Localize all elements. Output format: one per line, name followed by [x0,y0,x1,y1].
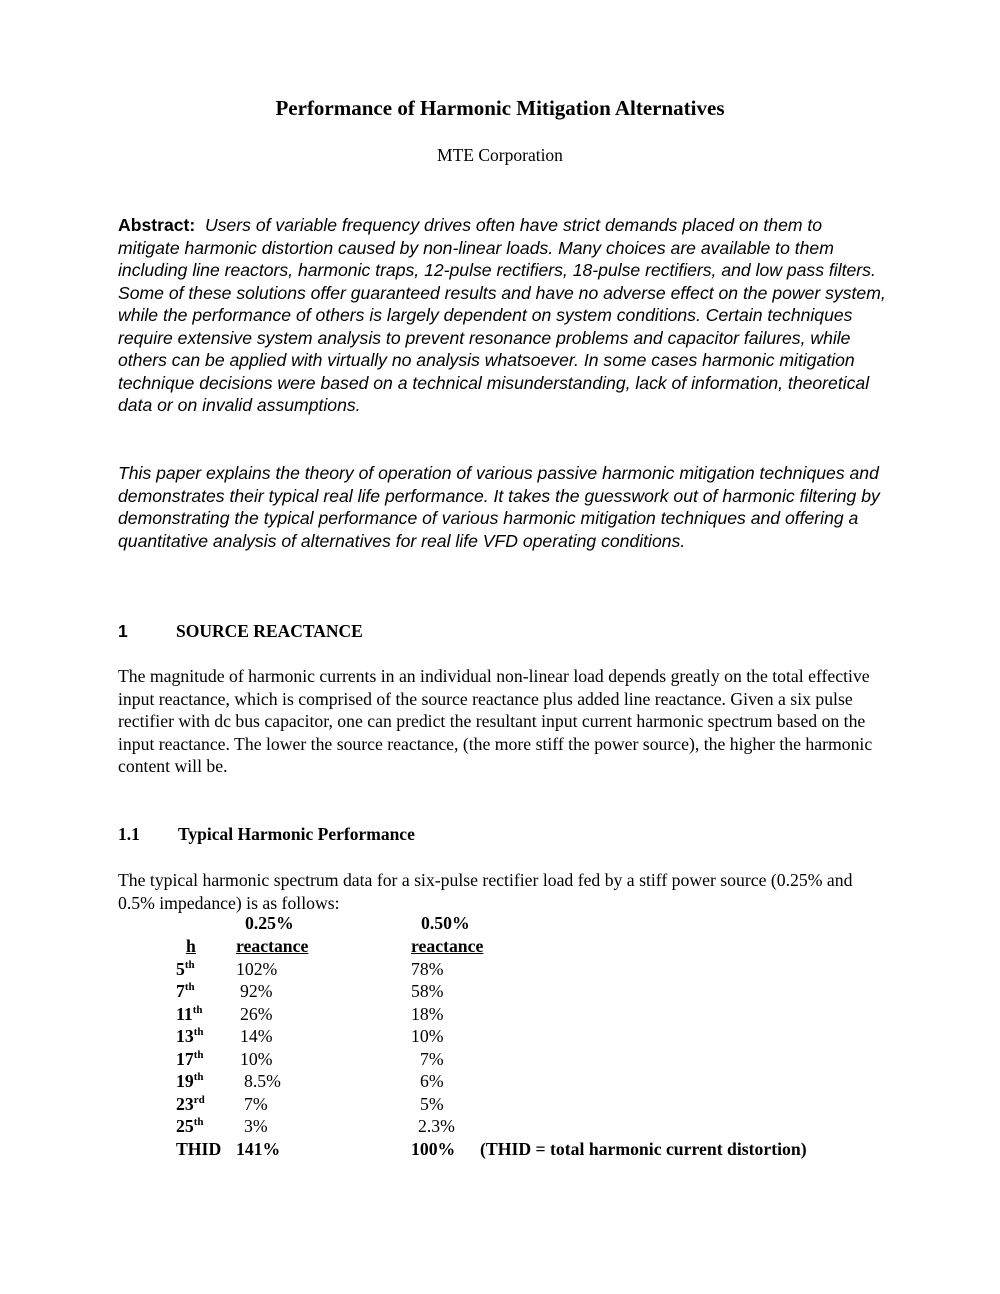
thid-value-025: 141% [236,1139,281,1159]
section-1-heading [118,621,363,642]
thid-value-050: 100% [411,1139,456,1159]
harmonic-order: 13th [176,1026,204,1046]
section-1-1-number: 1.1 [118,824,140,844]
section-1-1-title: Typical Harmonic Performance [178,824,415,844]
section-1-number: 1 [118,621,128,641]
value-025: 3% [244,1116,268,1136]
section-1-paragraph: The magnitude of harmonic currents in an individual non-linear load depends greatly on the total effective input reactance, which is comprised of the source reactance plus added line reactance. Given a six pulse rectifier with dc bus capacitor, one can predict the resultant input current harmonic spectrum based on the input reactance. The lower the source reactance, (the more stiff the power source), the higher the harmonic content will be. [118,666,873,777]
document-title: Performance of Harmonic Mitigation Alternatives [275,96,725,120]
value-050: 58% [411,981,444,1001]
col2-header: reactance [411,936,484,956]
harmonic-order: 25th [176,1116,204,1136]
value-050: 10% [411,1026,444,1046]
value-050: 7% [420,1049,444,1069]
value-025: 8.5% [244,1071,281,1091]
abstract-label: Abstract: [118,215,196,235]
value-025: 26% [240,1004,273,1024]
value-050: 2.3% [418,1116,455,1136]
col1-header: reactance [236,936,309,956]
thid-label: THID [176,1139,222,1159]
section-1-1-heading [118,824,415,845]
h-header: h [186,936,196,956]
harmonic-order: 7th [176,981,195,1001]
value-025: 7% [244,1094,268,1114]
section-1-1-paragraph: The typical harmonic spectrum data for a six-pulse rectifier load fed by a stiff power source (0.25% and 0.5% impedance) is as follows: [118,870,853,913]
value-050: 6% [420,1071,444,1091]
harmonic-order: 17th [176,1049,204,1069]
section-1-title: SOURCE REACTANCE [176,621,363,641]
abstract-paragraph-1 [118,214,888,417]
harmonic-order: 11th [176,1004,203,1024]
abstract-paragraph-2: This paper explains the theory of operation of various passive harmonic mitigation techniques and demonstrates their typical real life performance. It takes the guesswork out of harmonic filtering by demonstrating the typical performance of various harmonic mitigation techniques and offering a quantitative analysis of alternatives for real life VFD operating conditions. [118,463,880,551]
value-025: 10% [240,1049,273,1069]
value-025: 14% [240,1026,273,1046]
harmonic-order: 5th [176,959,195,979]
value-050: 5% [420,1094,444,1114]
col2-header-top: 0.50% [421,913,470,933]
abstract-text-1: Users of variable frequency drives often have strict demands placed on them to mitigate harmonic distortion caused by non-linear loads. Many choices are available to them including line reactors, harmonic traps, 12-pulse rectifiers, 18-pulse rectifiers, and low pass filters. Some of these solutions offer guaranteed results and have no adverse effect on the power system, while the performance of others is largely dependent on system conditions. Certain techniques require extensive system analysis to prevent resonance problems and capacitor failures, while others can be applied with virtually no analysis whatsoever. In some cases harmonic mitigation technique decisions were based on a technical misunderstanding, lack of information, theoretical data or on invalid assumptions. [118,215,886,415]
document-author: MTE Corporation [437,145,563,165]
value-025: 102% [236,959,278,979]
thid-note: (THID = total harmonic current distortion) [480,1139,807,1159]
value-050: 18% [411,1004,444,1024]
col1-header-top: 0.25% [245,913,294,933]
value-025: 92% [240,981,273,1001]
harmonic-order: 23rd [176,1094,205,1114]
value-050: 78% [411,959,444,979]
harmonic-order: 19th [176,1071,204,1091]
